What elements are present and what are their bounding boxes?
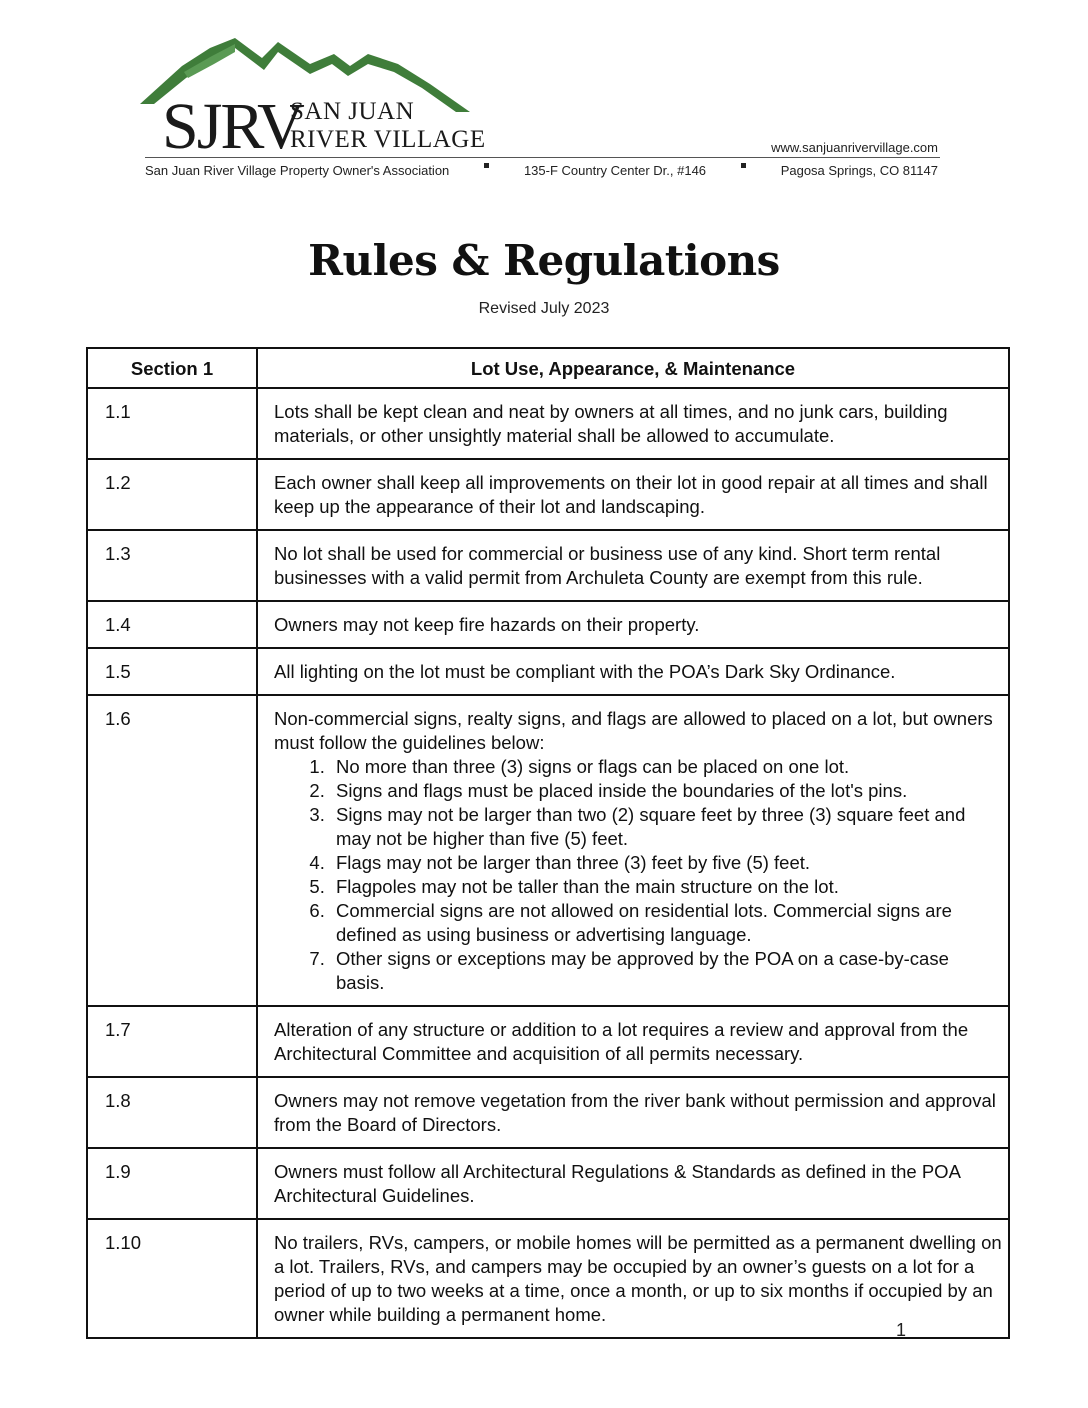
address-row	[145, 163, 938, 178]
rule-text: Each owner shall keep all improvements on their lot in good repair at all times and shall keep up the appearance of their lot and landscaping.	[257, 459, 1009, 530]
table-row	[87, 1219, 1009, 1338]
rule-number: 1.10	[87, 1219, 257, 1338]
rule-text: Owners must follow all Architectural Regulations & Standards as defined in the POA Architectural Guidelines.	[257, 1148, 1009, 1219]
table-row	[87, 459, 1009, 530]
list-item: 6. Commercial signs are not allowed on residential lots. Commercial signs are defined as using business or advertising language.	[330, 899, 1002, 947]
rule-text: No trailers, RVs, campers, or mobile homes will be permitted as a permanent dwelling on a lot. Trailers, RVs, and campers may be occupied by an owner’s guests on a lot for a period of up to two weeks at a time, once a month, or up to six months if occupied by an owner while building a permanent home.	[257, 1219, 1009, 1338]
rule-number: 1.7	[87, 1006, 257, 1077]
city-state-zip: Pagosa Springs, CO 81147	[780, 163, 938, 178]
list-item: 4. Flags may not be larger than three (3) feet by five (5) feet.	[330, 851, 1002, 875]
table-row	[87, 1006, 1009, 1077]
rule-number: 1.8	[87, 1077, 257, 1148]
rule-text-with-list	[257, 695, 1009, 1006]
rule-number: 1.4	[87, 601, 257, 648]
list-item: 2. Signs and flags must be placed inside the boundaries of the lot's pins.	[330, 779, 1002, 803]
list-item: 3. Signs may not be larger than two (2) square feet by three (3) square feet and may not be higher than five (5) feet.	[330, 803, 1002, 851]
website-link[interactable]: www.sanjuanrivervillage.com	[771, 140, 938, 155]
rule-number: 1.2	[87, 459, 257, 530]
rule-number: 1.6	[87, 695, 257, 1006]
logo-letters: SJRV	[162, 90, 303, 163]
rule-number: 1.1	[87, 388, 257, 459]
rule-text: Owners may not remove vegetation from the river bank without permission and approval from the Board of Directors.	[257, 1077, 1009, 1148]
logo-name-line2: RIVER VILLAGE	[290, 126, 486, 153]
logo-name-line1: SAN JUAN	[290, 98, 415, 125]
table-row	[87, 695, 1009, 1006]
rule-text: Alteration of any structure or addition to a lot requires a review and approval from the Architectural Committee and acquisition of all permits necessary.	[257, 1006, 1009, 1077]
table-row	[87, 1148, 1009, 1219]
list-item: 7. Other signs or exceptions may be approved by the POA on a case-by-case basis.	[330, 947, 1002, 995]
rule-number: 1.5	[87, 648, 257, 695]
page-number: 1	[896, 1320, 907, 1340]
street-address: 135-F Country Center Dr., #146	[523, 163, 707, 178]
table-row	[87, 1077, 1009, 1148]
letterhead	[140, 36, 940, 186]
revised-date: Revised July 2023	[478, 300, 610, 317]
topic-header: Lot Use, Appearance, & Maintenance	[257, 348, 1009, 388]
list-item: 5. Flagpoles may not be taller than the main structure on the lot.	[330, 875, 1002, 899]
table-header-row	[87, 348, 1009, 388]
bullet-square-icon	[484, 163, 489, 168]
rules-table	[86, 347, 1010, 1339]
rule-text: Non-commercial signs, realty signs, and flags are allowed to placed on a lot, but owners must follow the guidelines below:	[274, 708, 993, 753]
table-row	[87, 388, 1009, 459]
sign-guidelines-list	[274, 755, 1002, 995]
table-row	[87, 648, 1009, 695]
rule-text: Lots shall be kept clean and neat by owners at all times, and no junk cars, building materials, or other unsightly material shall be allowed to accumulate.	[257, 388, 1009, 459]
rule-number: 1.3	[87, 530, 257, 601]
letterhead-divider	[145, 157, 940, 158]
rule-text: No lot shall be used for commercial or business use of any kind. Short term rental businesses with a valid permit from Archuleta County are exempt from this rule.	[257, 530, 1009, 601]
section-header: Section 1	[87, 348, 257, 388]
table-row	[87, 601, 1009, 648]
rule-number: 1.9	[87, 1148, 257, 1219]
list-item: 1. No more than three (3) signs or flags can be placed on one lot.	[330, 755, 1002, 779]
rule-text: Owners may not keep fire hazards on their property.	[257, 601, 1009, 648]
bullet-square-icon	[741, 163, 746, 168]
table-row	[87, 530, 1009, 601]
document-title: Rules & Regulations	[308, 236, 780, 285]
association-name: San Juan River Village Property Owner's Association	[145, 163, 450, 178]
logo-name	[290, 98, 486, 154]
rule-text: All lighting on the lot must be compliant with the POA’s Dark Sky Ordinance.	[257, 648, 1009, 695]
